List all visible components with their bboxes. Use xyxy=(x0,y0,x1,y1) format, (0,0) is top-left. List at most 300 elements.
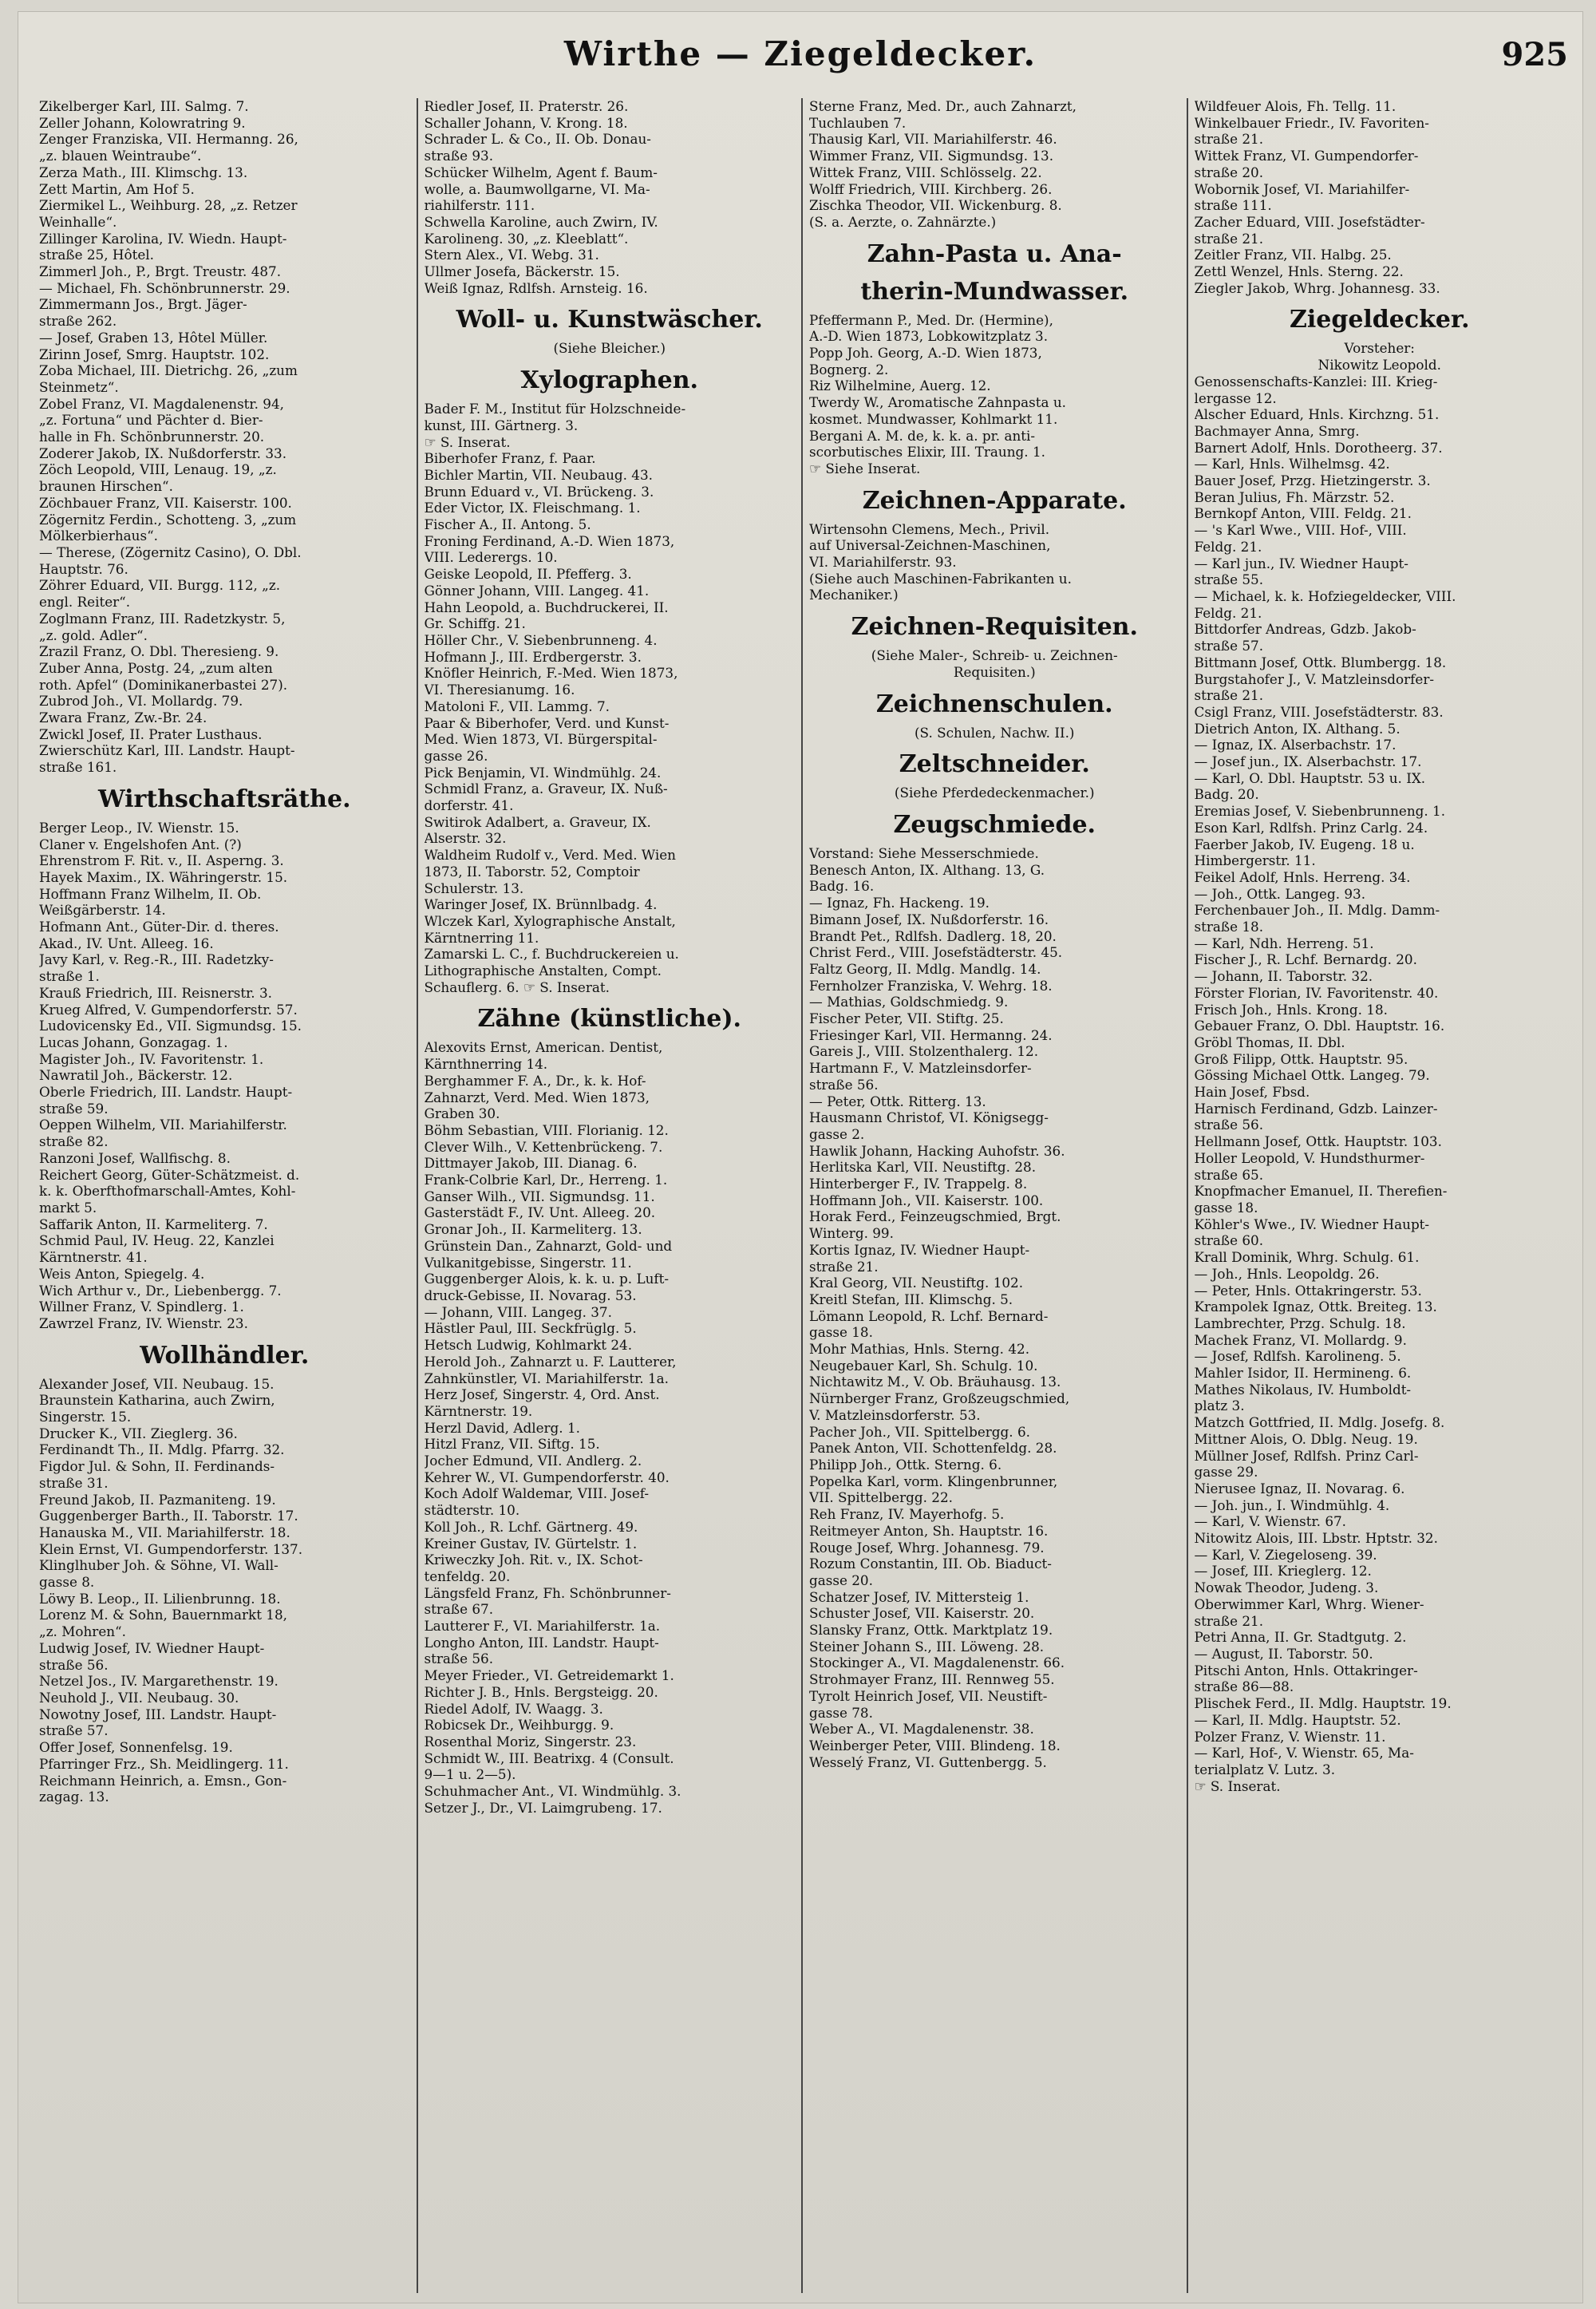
directory-entry: Himbergerstr. 11. xyxy=(1194,852,1316,869)
directory-entry: Barnert Adolf, Hnls. Dorotheerg. 37. xyxy=(1194,439,1443,456)
directory-entry: straße 57. xyxy=(39,1722,109,1739)
directory-entry: Steiner Johann S., III. Löweng. 28. xyxy=(809,1638,1045,1655)
directory-entry: Pitschi Anton, Hnls. Ottakringer- xyxy=(1194,1662,1418,1678)
directory-entry: Hausmann Christof, VI. Königsegg- xyxy=(809,1109,1049,1126)
directory-entry: straße 21. xyxy=(1194,131,1264,148)
directory-columns xyxy=(33,98,1571,2293)
directory-entry: straße 25, Hôtel. xyxy=(39,247,154,263)
directory-entry: Richter J. B., Hnls. Bergsteigg. 20. xyxy=(424,1683,658,1700)
directory-entry: Herold Joh., Zahnarzt u. F. Lautterer, xyxy=(424,1353,677,1370)
directory-entry: Längsfeld Franz, Fh. Schönbrunner- xyxy=(424,1584,671,1601)
directory-entry: Hetsch Ludwig, Kohlmarkt 24. xyxy=(424,1337,633,1354)
directory-entry: Zimmerl Joh., P., Brgt. Treustr. 487. xyxy=(39,263,282,280)
directory-entry: Panek Anton, VII. Schottenfeldg. 28. xyxy=(809,1440,1057,1457)
directory-entry: Wittek Franz, VIII. Schlösselg. 22. xyxy=(809,164,1042,180)
directory-entry: Fischer J., R. Lchf. Bernardg. 20. xyxy=(1194,951,1417,968)
directory-entry: Ziegler Jakob, Whrg. Johannesg. 33. xyxy=(1194,279,1440,296)
directory-entry: Willner Franz, V. Spindlerg. 1. xyxy=(39,1299,244,1315)
directory-entry: Wirtensohn Clemens, Mech., Privil. xyxy=(809,520,1050,537)
directory-entry: Philipp Joh., Ottk. Sterng. 6. xyxy=(809,1457,1002,1473)
directory-entry: Brunn Eduard v., VI. Brückeng. 3. xyxy=(424,483,654,500)
directory-entry: druck-Gebisse, II. Novarag. 53. xyxy=(424,1287,637,1303)
directory-entry: Slansky Franz, Ottk. Marktplatz 19. xyxy=(809,1622,1053,1639)
directory-entry: roth. Apfel“ (Dominikanerbastei 27). xyxy=(39,676,288,693)
directory-entry: „z. Mohren“. xyxy=(39,1623,126,1640)
directory-entry: wolle, a. Baumwollgarne, VI. Ma- xyxy=(424,180,650,197)
directory-entry: Plischek Ferd., II. Mdlg. Hauptstr. 19. xyxy=(1194,1695,1452,1712)
directory-entry: Froning Ferdinand, A.-D. Wien 1873, xyxy=(424,532,675,549)
page-title: Wirthe — Ziegeldecker. xyxy=(563,34,1037,73)
directory-entry: Schulerstr. 13. xyxy=(424,880,524,896)
directory-entry: Wimmer Franz, VII. Sigmundsg. 13. xyxy=(809,148,1054,164)
directory-entry: Weinhalle“. xyxy=(39,213,117,230)
directory-entry: VIII. Lederergs. 10. xyxy=(424,549,558,566)
directory-entry: VI. Theresianumg. 16. xyxy=(424,682,575,698)
directory-entry: Bichler Martin, VII. Neubaug. 43. xyxy=(424,466,653,483)
section-heading: Zeichnen-Apparate. xyxy=(862,486,1127,515)
directory-entry: Lautterer F., VI. Mariahilferstr. 1a. xyxy=(424,1618,661,1635)
directory-entry: kunst, III. Gärtnerg. 3. xyxy=(424,417,579,433)
section-heading: Zähne (künstliche). xyxy=(477,1005,741,1034)
directory-entry: straße 56. xyxy=(809,1076,879,1093)
directory-entry: Klein Ernst, VI. Gumpendorferstr. 137. xyxy=(39,1540,303,1557)
directory-entry: Hellmann Josef, Ottk. Hauptstr. 103. xyxy=(1194,1133,1442,1150)
section-heading: Xylographen. xyxy=(520,366,698,395)
column-3 xyxy=(803,98,1188,2293)
directory-entry: Koch Adolf Waldemar, VIII. Josef- xyxy=(424,1485,650,1502)
directory-entry: — 's Karl Wwe., VIII. Hof-, VIII. xyxy=(1194,522,1407,539)
directory-entry: (Siehe auch Maschinen-Fabrikanten u. xyxy=(809,570,1072,587)
directory-entry: Nowak Theodor, Judeng. 3. xyxy=(1194,1580,1379,1596)
directory-entry: Claner v. Engelshofen Ant. (?) xyxy=(39,836,242,852)
directory-entry: Höller Chr., V. Siebenbrunneng. 4. xyxy=(424,631,658,648)
directory-entry: gasse 20. xyxy=(809,1572,873,1588)
directory-entry: Lucas Johann, Gonzagag. 1. xyxy=(39,1034,228,1050)
directory-entry: Stockinger A., VI. Magdalenenstr. 66. xyxy=(809,1655,1065,1671)
directory-entry: Rosenthal Moriz, Singerstr. 23. xyxy=(424,1733,637,1750)
directory-entry: Christ Ferd., VIII. Josefstädterstr. 45. xyxy=(809,944,1063,961)
directory-entry: Burgstahofer J., V. Matzleinsdorfer- xyxy=(1194,670,1435,687)
directory-entry: straße 60. xyxy=(1194,1232,1264,1249)
directory-entry: Hain Josef, Fbsd. xyxy=(1194,1084,1310,1101)
directory-entry: Riedel Adolf, IV. Waagg. 3. xyxy=(424,1700,603,1717)
directory-entry: Schrader L. & Co., II. Ob. Donau- xyxy=(424,131,651,148)
directory-entry: Hartmann F., V. Matzleinsdorfer- xyxy=(809,1060,1032,1077)
directory-entry: — Josef, Graben 13, Hôtel Müller. xyxy=(39,329,268,346)
directory-entry: straße 93. xyxy=(424,148,494,164)
directory-entry: Böhm Sebastian, VIII. Florianig. 12. xyxy=(424,1121,669,1138)
directory-entry: Petri Anna, II. Gr. Stadtgutg. 2. xyxy=(1194,1629,1407,1646)
directory-entry: Kärntnerstr. 19. xyxy=(424,1402,533,1419)
directory-entry: — Karl, V. Wienstr. 67. xyxy=(1194,1513,1347,1530)
directory-entry: Longho Anton, III. Landstr. Haupt- xyxy=(424,1634,659,1651)
directory-entry: zagag. 13. xyxy=(39,1789,109,1805)
section-heading: Wirthschaftsräthe. xyxy=(97,785,351,813)
directory-entry: Figdor Jul. & Sohn, II. Ferdinands- xyxy=(39,1458,275,1475)
directory-entry: straße 56. xyxy=(1194,1117,1264,1133)
directory-entry: — Karl, Hnls. Wilhelmsg. 42. xyxy=(1194,456,1390,472)
directory-entry: Pfeffermann P., Med. Dr. (Hermine), xyxy=(809,311,1053,328)
directory-entry: Ludwig Josef, IV. Wiedner Haupt- xyxy=(39,1639,265,1656)
directory-entry: Switirok Adalbert, a. Graveur, IX. xyxy=(424,813,651,830)
directory-entry: ☞ S. Inserat. xyxy=(1194,1777,1281,1794)
directory-entry: Kärnthnerring 14. xyxy=(424,1056,548,1073)
directory-entry: Schücker Wilhelm, Agent f. Baum- xyxy=(424,164,658,180)
directory-entry: straße 20. xyxy=(1194,164,1264,180)
directory-entry: Bauer Josef, Przg. Hietzingerstr. 3. xyxy=(1194,472,1431,489)
directory-entry: Hofmann Ant., Güter-Dir. d. theres. xyxy=(39,919,279,935)
directory-entry: Hoffmann Joh., VII. Kaiserstr. 100. xyxy=(809,1192,1044,1208)
directory-entry: Nawratil Joh., Bäckerstr. 12. xyxy=(39,1067,233,1084)
directory-entry: Karolineng. 30, „z. Kleeblatt“. xyxy=(424,230,629,247)
directory-entry: Ferdinandt Th., II. Mdlg. Pfarrg. 32. xyxy=(39,1441,285,1458)
directory-entry: — Mathias, Goldschmiedg. 9. xyxy=(809,994,1009,1010)
directory-entry: Gasterstädt F., IV. Unt. Alleeg. 20. xyxy=(424,1204,656,1221)
section-heading: Zeichnenschulen. xyxy=(875,690,1113,718)
directory-entry: Krueg Alfred, V. Gumpendorferstr. 57. xyxy=(39,1001,298,1018)
directory-entry: V. Matzleinsdorferstr. 53. xyxy=(809,1406,981,1423)
directory-entry: Oberle Friedrich, III. Landstr. Haupt- xyxy=(39,1084,293,1101)
directory-entry: Lorenz M. & Sohn, Bauernmarkt 18, xyxy=(39,1607,287,1623)
section-heading: Zeichnen-Requisiten. xyxy=(851,613,1138,642)
directory-entry: Pick Benjamin, VI. Windmühlg. 24. xyxy=(424,764,662,781)
directory-entry: straße 1. xyxy=(39,968,100,985)
directory-entry: Frank-Colbrie Karl, Dr., Herreng. 1. xyxy=(424,1172,668,1188)
directory-entry: Riedler Josef, II. Praterstr. 26. xyxy=(424,98,629,114)
directory-entry: riahilferstr. 111. xyxy=(424,197,535,214)
directory-entry: straße 21. xyxy=(1194,687,1264,704)
directory-entry: — Peter, Hnls. Ottakringerstr. 53. xyxy=(1194,1282,1422,1299)
directory-entry: — Johann, VIII. Langeg. 37. xyxy=(424,1303,612,1320)
directory-entry: Zenger Franziska, VII. Hermanng. 26, xyxy=(39,131,298,148)
directory-entry: Weber A., VI. Magdalenenstr. 38. xyxy=(809,1721,1034,1738)
directory-entry: Bittmann Josef, Ottk. Blumbergg. 18. xyxy=(1194,654,1447,670)
directory-entry: Gröbl Thomas, II. Dbl. xyxy=(1194,1034,1345,1050)
directory-entry: Waldheim Rudolf v., Verd. Med. Wien xyxy=(424,847,676,864)
directory-entry: Magister Joh., IV. Favoritenstr. 1. xyxy=(39,1050,264,1067)
directory-entry: Weißgärberstr. 14. xyxy=(39,902,166,919)
directory-entry: Zöch Leopold, VIII, Lenaug. 19, „z. xyxy=(39,461,277,478)
directory-entry: straße 57. xyxy=(1194,638,1264,654)
directory-entry: — Johann, II. Taborstr. 32. xyxy=(1194,968,1373,985)
directory-entry: Paar & Biberhofer, Verd. und Kunst- xyxy=(424,714,670,731)
directory-entry: Oberwimmer Karl, Whrg. Wiener- xyxy=(1194,1595,1424,1612)
directory-entry: Löwy B. Leop., II. Lilienbrunng. 18. xyxy=(39,1590,281,1607)
directory-entry: Schaller Johann, V. Krong. 18. xyxy=(424,114,628,131)
directory-entry: Javy Karl, v. Reg.-R., III. Radetzky- xyxy=(39,951,274,968)
directory-entry: Zillinger Karolina, IV. Wiedn. Haupt- xyxy=(39,230,287,247)
directory-entry: straße 86—88. xyxy=(1194,1678,1294,1695)
directory-entry: gasse 18. xyxy=(1194,1200,1258,1216)
directory-entry: Schmid Paul, IV. Heug. 22, Kanzlei xyxy=(39,1232,275,1249)
directory-entry: Fischer Peter, VII. Stiftg. 25. xyxy=(809,1010,1004,1027)
directory-entry: dorferstr. 41. xyxy=(424,797,514,814)
directory-entry: Beran Julius, Fh. Märzstr. 52. xyxy=(1194,488,1395,505)
directory-entry: Zacher Eduard, VIII. Josefstädter- xyxy=(1194,213,1425,230)
directory-entry: Klinglhuber Joh. & Söhne, VI. Wall- xyxy=(39,1557,279,1574)
directory-entry: Schuster Josef, VII. Kaiserstr. 20. xyxy=(809,1605,1035,1622)
directory-entry: Mohr Mathias, Hnls. Sterng. 42. xyxy=(809,1341,1030,1358)
directory-entry: Genossenschafts-Kanzlei: III. Krieg- xyxy=(1194,373,1438,389)
directory-entry: Riz Wilhelmine, Auerg. 12. xyxy=(809,378,991,394)
directory-entry: Zimmermann Jos., Brgt. Jäger- xyxy=(39,296,247,313)
directory-entry: Gareis J., VIII. Stolzenthalerg. 12. xyxy=(809,1043,1039,1060)
directory-entry: Matzch Gottfried, II. Mdlg. Josefg. 8. xyxy=(1194,1414,1445,1431)
directory-entry: Schwella Karoline, auch Zwirn, IV. xyxy=(424,213,658,230)
directory-entry: tenfeldg. 20. xyxy=(424,1568,511,1584)
directory-entry: Lömann Leopold, R. Lchf. Bernard- xyxy=(809,1307,1049,1324)
directory-entry: Bergani A. M. de, k. k. a. pr. anti- xyxy=(809,427,1036,444)
directory-entry: Alexovits Ernst, American. Dentist, xyxy=(424,1039,663,1056)
directory-entry: Harnisch Ferdinand, Gdzb. Lainzer- xyxy=(1194,1100,1438,1117)
directory-entry: Jocher Edmund, VII. Andlerg. 2. xyxy=(424,1453,642,1469)
directory-entry: Hauptstr. 76. xyxy=(39,560,128,577)
directory-entry: Feldg. 21. xyxy=(1194,538,1262,555)
directory-entry: Dietrich Anton, IX. Althang. 5. xyxy=(1194,720,1400,737)
directory-entry: Zeitler Franz, VII. Halbg. 25. xyxy=(1194,247,1392,263)
directory-entry: Braunstein Katharina, auch Zwirn, xyxy=(39,1392,275,1409)
directory-entry: Zawrzel Franz, IV. Wienstr. 23. xyxy=(39,1315,248,1331)
directory-entry: — Therese, (Zögernitz Casino), O. Dbl. xyxy=(39,544,302,560)
section-heading: Woll- u. Kunstwäscher. xyxy=(456,306,763,334)
directory-entry: Wesselý Franz, VI. Guttenbergg. 5. xyxy=(809,1753,1047,1770)
directory-entry: Zöhrer Eduard, VII. Burgg. 112, „z. xyxy=(39,577,281,594)
directory-entry: Sterne Franz, Med. Dr., auch Zahnarzt, xyxy=(809,98,1077,114)
directory-entry: — Karl, Hof-, V. Wienstr. 65, Ma- xyxy=(1194,1745,1414,1761)
directory-entry: Alexander Josef, VII. Neubaug. 15. xyxy=(39,1375,275,1392)
directory-entry: Machek Franz, VI. Mollardg. 9. xyxy=(1194,1331,1407,1348)
directory-entry: Bernkopf Anton, VIII. Feldg. 21. xyxy=(1194,505,1412,522)
directory-entry: — Karl, V. Ziegeloseng. 39. xyxy=(1194,1546,1377,1563)
directory-entry: scorbutisches Elixir, III. Traung. 1. xyxy=(809,444,1045,461)
directory-entry: Bimann Josef, IX. Nußdorferstr. 16. xyxy=(809,911,1049,927)
directory-entry: Gebauer Franz, O. Dbl. Hauptstr. 16. xyxy=(1194,1018,1445,1034)
directory-entry: Csigl Franz, VIII. Josefstädterstr. 83. xyxy=(1194,703,1444,720)
directory-entry: Wildfeuer Alois, Fh. Tellg. 11. xyxy=(1194,98,1396,114)
directory-entry: — Peter, Ottk. Ritterg. 13. xyxy=(809,1093,986,1109)
directory-entry: Nierusee Ignaz, II. Novarag. 6. xyxy=(1194,1480,1405,1497)
directory-entry: Kriweczky Joh. Rit. v., IX. Schot- xyxy=(424,1552,643,1568)
directory-entry: — Joh., Ottk. Langeg. 93. xyxy=(1194,885,1366,902)
directory-entry: Fernholzer Franziska, V. Wehrg. 18. xyxy=(809,977,1053,994)
directory-entry: Eremias Josef, V. Siebenbrunneng. 1. xyxy=(1194,803,1446,820)
directory-entry: Zobel Franz, VI. Magdalenenstr. 94, xyxy=(39,395,284,412)
directory-entry: Clever Wilh., V. Kettenbrückeng. 7. xyxy=(424,1138,663,1155)
directory-entry: Saffarik Anton, II. Karmeliterg. 7. xyxy=(39,1216,268,1232)
directory-entry: Alscher Eduard, Hnls. Kirchzng. 51. xyxy=(1194,406,1440,423)
directory-entry: Hästler Paul, III. Seckfrüglg. 5. xyxy=(424,1320,637,1337)
directory-entry: Kärntnerring 11. xyxy=(424,929,539,946)
directory-entry: Biberhofer Franz, f. Paar. xyxy=(424,450,596,467)
directory-entry: gasse 78. xyxy=(809,1704,873,1721)
section-note: Requisiten.) xyxy=(953,663,1036,680)
directory-entry: Badg. 16. xyxy=(809,878,875,895)
directory-entry: — Karl, Ndh. Herreng. 51. xyxy=(1194,935,1374,951)
directory-entry: Weis Anton, Spiegelg. 4. xyxy=(39,1265,205,1282)
directory-entry: ☞ Siehe Inserat. xyxy=(809,460,921,476)
directory-entry: straße 262. xyxy=(39,313,117,330)
directory-entry: Rozum Constantin, III. Ob. Biaduct- xyxy=(809,1556,1052,1572)
directory-entry: Drucker K., VII. Zieglerg. 36. xyxy=(39,1425,238,1441)
directory-entry: straße 21. xyxy=(1194,1612,1264,1629)
directory-entry: — Michael, Fh. Schönbrunnerstr. 29. xyxy=(39,279,290,296)
directory-entry: Hanauska M., VII. Mariahilferstr. 18. xyxy=(39,1524,290,1540)
directory-entry: Mölkerbierhaus“. xyxy=(39,528,158,544)
directory-entry: Tyrolt Heinrich Josef, VII. Neustift- xyxy=(809,1687,1048,1704)
directory-entry: Herzl David, Adlerg. 1. xyxy=(424,1419,580,1436)
directory-entry: Hayek Maxim., IX. Währingerstr. 15. xyxy=(39,868,288,885)
directory-entry: „z. blauen Weintraube“. xyxy=(39,148,202,164)
directory-entry: Gönner Johann, VIII. Langeg. 41. xyxy=(424,582,650,599)
directory-entry: Hofmann J., III. Erdbergerstr. 3. xyxy=(424,648,642,665)
directory-entry: Berger Leop., IV. Wienstr. 15. xyxy=(39,819,239,836)
directory-entry: Zögernitz Ferdin., Schotteng. 3, „zum xyxy=(39,511,297,528)
directory-entry: Rouge Josef, Whrg. Johannesg. 79. xyxy=(809,1539,1045,1556)
directory-entry: Kral Georg, VII. Neustiftg. 102. xyxy=(809,1275,1024,1291)
column-1 xyxy=(33,98,418,2293)
directory-entry: Feldg. 21. xyxy=(1194,604,1262,621)
directory-entry: Zahnkünstler, VI. Mariahilferstr. 1a. xyxy=(424,1370,669,1386)
directory-entry: straße 161. xyxy=(39,759,117,776)
directory-entry: Zwierschütz Karl, III. Landstr. Haupt- xyxy=(39,742,295,759)
directory-entry: Knöfler Heinrich, F.-Med. Wien 1873, xyxy=(424,665,678,682)
directory-entry: Köhler's Wwe., IV. Wiedner Haupt- xyxy=(1194,1216,1430,1232)
directory-entry: straße 82. xyxy=(39,1133,109,1150)
section-note: Nikowitz Leopold. xyxy=(1317,357,1441,374)
directory-entry: Bachmayer Anna, Smrg. xyxy=(1194,422,1360,439)
directory-entry: Freund Jakob, II. Pazmaniteng. 19. xyxy=(39,1491,276,1508)
directory-entry: 9—1 u. 2—5). xyxy=(424,1766,516,1783)
directory-entry: platz 3. xyxy=(1194,1398,1245,1414)
directory-entry: Nürnberger Franz, Großzeugschmied, xyxy=(809,1390,1070,1407)
directory-entry: Oeppen Wilhelm, VII. Mariahilferstr. xyxy=(39,1117,287,1133)
directory-entry: Geiske Leopold, II. Pfefferg. 3. xyxy=(424,566,632,583)
directory-entry: Akad., IV. Unt. Alleeg. 16. xyxy=(39,935,214,951)
directory-entry: Weinberger Peter, VIII. Blindeng. 18. xyxy=(809,1737,1061,1753)
directory-entry: Popelka Karl, vorm. Klingenbrunner, xyxy=(809,1473,1058,1489)
directory-entry: Zrazil Franz, O. Dbl. Theresieng. 9. xyxy=(39,643,279,660)
directory-entry: gasse 26. xyxy=(424,747,488,764)
directory-entry: straße 18. xyxy=(1194,919,1264,935)
directory-entry: Holler Leopold, V. Hundsthurmer- xyxy=(1194,1149,1425,1166)
directory-entry: Stern Alex., VI. Webg. 31. xyxy=(424,247,599,263)
directory-entry: Wobornik Josef, VI. Mariahilfer- xyxy=(1194,180,1410,197)
section-note: (S. Schulen, Nachw. II.) xyxy=(915,724,1075,741)
column-2 xyxy=(418,98,804,2293)
directory-entry: Feikel Adolf, Hnls. Herreng. 34. xyxy=(1194,868,1411,885)
directory-entry: Groß Filipp, Ottk. Hauptstr. 95. xyxy=(1194,1050,1408,1067)
directory-entry: Steinmetz“. xyxy=(39,378,119,395)
directory-entry: Berghammer F. A., Dr., k. k. Hof- xyxy=(424,1072,646,1089)
directory-entry: Zikelberger Karl, III. Salmg. 7. xyxy=(39,98,249,114)
directory-entry: Kortis Ignaz, IV. Wiedner Haupt- xyxy=(809,1241,1030,1258)
directory-entry: — Josef, III. Krieglerg. 12. xyxy=(1194,1563,1372,1580)
directory-entry: Meyer Frieder., VI. Getreidemarkt 1. xyxy=(424,1667,674,1684)
directory-entry: Zerza Math., III. Klimschg. 13. xyxy=(39,164,248,180)
directory-entry: straße 21. xyxy=(1194,230,1264,247)
directory-entry: straße 56. xyxy=(39,1656,109,1673)
directory-entry: — Joh. jun., I. Windmühlg. 4. xyxy=(1194,1497,1390,1513)
directory-entry: — Josef, Rdlfsh. Karolineng. 5. xyxy=(1194,1348,1401,1365)
directory-entry: Horak Ferd., Feinzeugschmied, Brgt. xyxy=(809,1208,1061,1225)
directory-entry: Zischka Theodor, VII. Wickenburg. 8. xyxy=(809,197,1062,214)
section-heading: therin-Mundwasser. xyxy=(860,277,1129,306)
directory-entry: — Karl jun., IV. Wiedner Haupt- xyxy=(1194,555,1408,571)
directory-entry: Pacher Joh., VII. Spittelbergg. 6. xyxy=(809,1423,1030,1440)
section-heading: Zeugschmiede. xyxy=(893,810,1096,839)
directory-entry: — Joh., Hnls. Leopoldg. 26. xyxy=(1194,1265,1380,1282)
directory-entry: Schauflerg. 6. ☞ S. Inserat. xyxy=(424,979,610,995)
directory-entry: Hinterberger F., IV. Trappelg. 8. xyxy=(809,1176,1028,1192)
directory-entry: Pfarringer Frz., Sh. Meidlingerg. 11. xyxy=(39,1755,289,1772)
directory-entry: Gronar Joh., II. Karmeliterg. 13. xyxy=(424,1221,642,1238)
directory-entry: Ranzoni Josef, Wallfischg. 8. xyxy=(39,1149,231,1166)
directory-entry: Strohmayer Franz, III. Rennweg 55. xyxy=(809,1671,1055,1688)
directory-entry: Winkelbauer Friedr., IV. Favoriten- xyxy=(1194,114,1429,131)
directory-entry: — Ignaz, Fh. Hackeng. 19. xyxy=(809,895,990,911)
section-note: (Siehe Bleicher.) xyxy=(553,340,666,357)
directory-entry: Neuhold J., VII. Neubaug. 30. xyxy=(39,1689,239,1706)
directory-entry: Nowotny Josef, III. Landstr. Haupt- xyxy=(39,1706,277,1722)
directory-entry: Eder Victor, IX. Fleischmang. 1. xyxy=(424,500,641,516)
directory-entry: Tuchlauben 7. xyxy=(809,114,907,131)
directory-entry: Singerstr. 15. xyxy=(39,1409,132,1425)
directory-entry: Hoffmann Franz Wilhelm, II. Ob. xyxy=(39,885,262,902)
directory-entry: terialplatz V. Lutz. 3. xyxy=(1194,1761,1336,1777)
directory-entry: Mittner Alois, O. Dblg. Neug. 19. xyxy=(1194,1430,1418,1447)
directory-entry: Krall Dominik, Whrg. Schulg. 61. xyxy=(1194,1249,1420,1266)
directory-entry: Zoderer Jakob, IX. Nußdorferstr. 33. xyxy=(39,445,287,461)
directory-entry: Lithographische Anstalten, Compt. xyxy=(424,963,662,979)
directory-entry: Weiß Ignaz, Rdlfsh. Arnsteig. 16. xyxy=(424,279,648,296)
directory-entry: Zwara Franz, Zw.-Br. 24. xyxy=(39,710,207,726)
directory-entry: — Ignaz, IX. Alserbachstr. 17. xyxy=(1194,737,1396,753)
section-heading: Zeltschneider. xyxy=(899,750,1090,779)
section-heading: Zahn-Pasta u. Ana- xyxy=(867,239,1122,268)
directory-entry: Mathes Nikolaus, IV. Humboldt- xyxy=(1194,1381,1412,1398)
directory-entry: Ludovicensky Ed., VII. Sigmundsg. 15. xyxy=(39,1018,302,1034)
directory-entry: — August, II. Taborstr. 50. xyxy=(1194,1645,1373,1662)
directory-entry: Grünstein Dan., Zahnarzt, Gold- und xyxy=(424,1237,673,1254)
directory-entry: VII. Spittelbergg. 22. xyxy=(809,1489,953,1506)
directory-entry: Ullmer Josefa, Bäckerstr. 15. xyxy=(424,263,620,280)
directory-entry: Matoloni F., VII. Lammg. 7. xyxy=(424,698,610,714)
directory-entry: gasse 18. xyxy=(809,1324,873,1341)
directory-entry: Kreiner Gustav, IV. Gürtelstr. 1. xyxy=(424,1535,638,1552)
section-note: (Siehe Pferdedeckenmacher.) xyxy=(894,785,1095,801)
directory-entry: ☞ S. Inserat. xyxy=(424,433,511,450)
directory-entry: „z. Fortuna“ und Pächter d. Bier- xyxy=(39,412,263,429)
directory-entry: Schuhmacher Ant., VI. Windmühlg. 3. xyxy=(424,1783,681,1800)
directory-entry: straße 65. xyxy=(1194,1166,1264,1183)
directory-entry: gasse 2. xyxy=(809,1125,865,1142)
directory-entry: Badg. 20. xyxy=(1194,786,1259,803)
directory-entry: Bognerg. 2. xyxy=(809,361,889,378)
directory-entry: Zamarski L. C., f. Buchdruckereien u. xyxy=(424,946,679,963)
directory-entry: Ehrenstrom F. Rit. v., II. Asperng. 3. xyxy=(39,852,284,869)
directory-entry: „z. gold. Adler“. xyxy=(39,627,148,643)
directory-entry: Koll Joh., R. Lchf. Gärtnerg. 49. xyxy=(424,1518,638,1535)
directory-entry: straße 59. xyxy=(39,1100,109,1117)
directory-entry: Vorstand: Siehe Messerschmiede. xyxy=(809,844,1039,861)
directory-entry: Zoba Michael, III. Dietrichg. 26, „zum xyxy=(39,362,298,379)
directory-entry: Zoglmann Franz, III. Radetzkystr. 5, xyxy=(39,610,286,627)
directory-entry: Kärntnerstr. 41. xyxy=(39,1249,148,1266)
directory-entry: Setzer J., Dr., VI. Laimgrubeng. 17. xyxy=(424,1799,662,1816)
directory-entry: gasse 8. xyxy=(39,1574,95,1591)
directory-entry: Twerdy W., Aromatische Zahnpasta u. xyxy=(809,394,1067,411)
directory-entry: Zahnarzt, Verd. Med. Wien 1873, xyxy=(424,1089,650,1105)
